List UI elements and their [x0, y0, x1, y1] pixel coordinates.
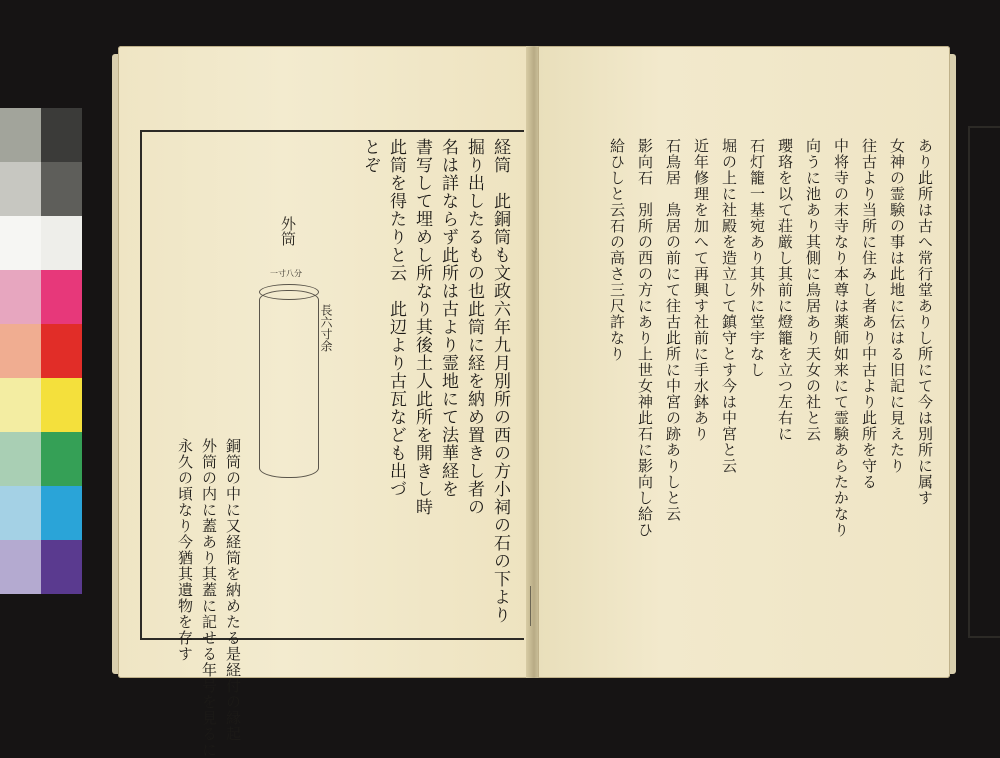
right-col-6: 瓔珞を以て荘厳し其前に燈籠を立つ左右に	[776, 138, 794, 442]
color-calibration-strip	[0, 108, 82, 596]
right-col-8: 堀の上に社殿を造立して鎮守とす今は中宮と云	[720, 138, 738, 474]
left-col-9: 永久の頃なり今猶其遺物を存す	[176, 438, 194, 662]
right-col-3: 往古より当所に住みし者あり中古より此所を守る	[860, 138, 878, 490]
left-col-2: 掘り出したるもの也此筒に経を納め置きし者の	[464, 138, 484, 516]
caption-top-dimension: 一寸八分	[270, 269, 302, 278]
caption-length: 長六寸余	[319, 304, 333, 352]
left-col-4: 書写して埋めし所なり其後土人此所を開きし時	[412, 138, 432, 516]
calibration-swatch	[0, 378, 41, 432]
left-page	[118, 46, 530, 758]
right-page	[538, 46, 950, 678]
calibration-swatch	[0, 324, 41, 378]
left-col-8: 外筒の内に蓋あり其蓋に記せる年号を見るに	[200, 438, 218, 758]
left-col-7: 銅筒の中に又経筒を納めたる是経付の縁起	[224, 438, 242, 742]
right-col-5: 向うに池あり其側に鳥居あり天女の社と云	[804, 138, 822, 442]
calibration-swatch	[41, 324, 82, 378]
calibration-swatch	[41, 270, 82, 324]
right-col-11: 影向石 別所の西の方にあり上世女神此石に影向し給ひ	[636, 138, 654, 538]
calibration-swatch	[0, 162, 41, 216]
right-page-frame	[968, 126, 1000, 638]
left-col-5: 此筒を得たりと云 此辺より古瓦なども出づ	[386, 138, 406, 498]
calibration-swatch	[0, 486, 41, 540]
calibration-swatch	[0, 540, 41, 594]
left-col-3: 名は詳ならず此所は古より霊地にて法華経を	[438, 138, 458, 498]
open-book	[118, 46, 950, 758]
right-col-9: 近年修理を加へて再興す社前に手水鉢あり	[692, 138, 710, 442]
calibration-swatch	[0, 432, 41, 486]
right-col-7: 石灯籠一基宛あり其外に堂宇なし	[748, 138, 766, 378]
left-col-6: とぞ	[360, 138, 380, 174]
calibration-swatch	[41, 486, 82, 540]
calibration-swatch	[0, 108, 41, 162]
calibration-swatch	[41, 540, 82, 594]
left-col-1: 経筒 此銅筒も文政六年九月別所の西の方小祠の石の下より	[490, 138, 510, 624]
calibration-swatch	[41, 216, 82, 270]
caption-outer-tube: 外筒	[279, 216, 297, 246]
calibration-swatch	[41, 108, 82, 162]
right-col-12: 給ひしと云石の高さ三尺許なり	[608, 138, 626, 362]
calibration-swatch	[0, 270, 41, 324]
calibration-swatch	[0, 216, 41, 270]
right-col-1: あり此所は古へ常行堂ありし所にて今は別所に属す	[916, 138, 934, 506]
outer-tube-drawing	[259, 290, 319, 478]
calibration-swatch	[41, 378, 82, 432]
right-col-10: 石鳥居 鳥居の前にて往古此所に中宮の跡ありしと云	[664, 138, 682, 522]
right-col-2: 女神の霊験の事は此地に伝はる旧記に見えたり	[888, 138, 906, 474]
right-col-4: 中将寺の末寺なり本尊は薬師如来にて霊験あらたかなり	[832, 138, 850, 538]
calibration-swatch	[41, 432, 82, 486]
calibration-swatch	[41, 162, 82, 216]
